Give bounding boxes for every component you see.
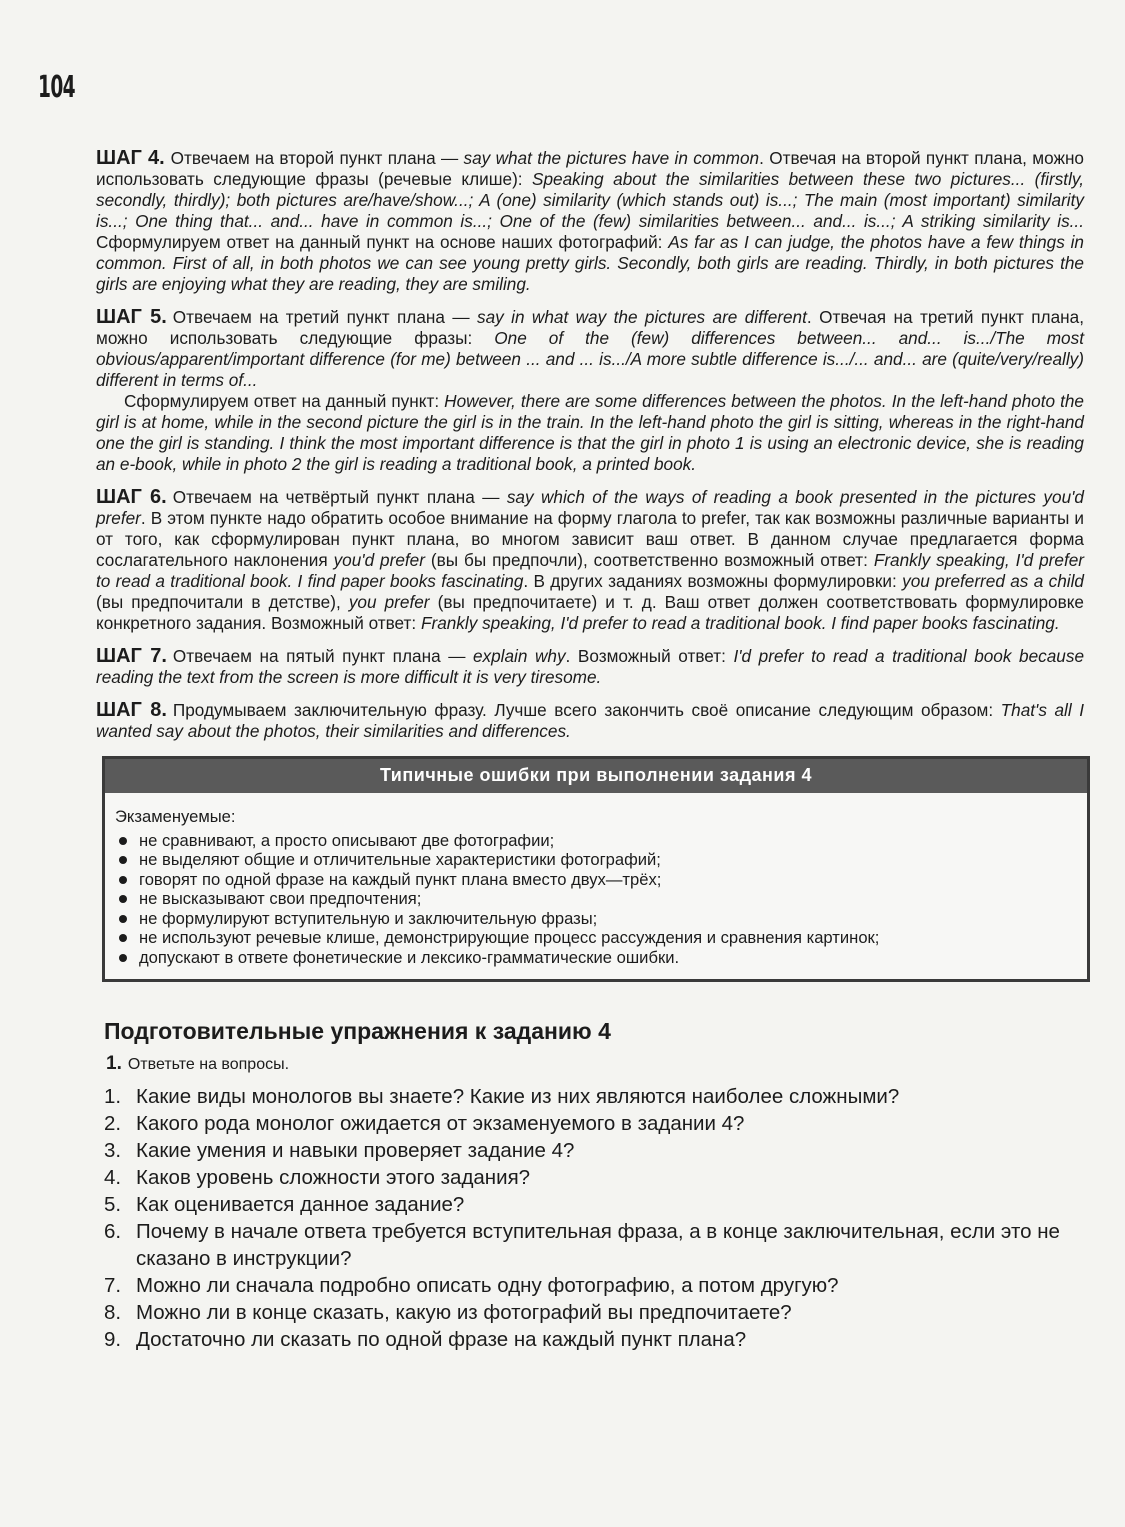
question-item <box>104 1326 1084 1353</box>
question-text: Каков уровень сложности этого задания? <box>136 1166 531 1189</box>
question-text: Какого рода монолог ожидается от экзаменуемого в задании 4? <box>136 1112 745 1135</box>
text-run: Отвечаем на третий пункт плана — <box>172 307 477 327</box>
question-text: Какие умения и навыки проверяет задание 4? <box>136 1139 575 1162</box>
typical-error-item: не используют речевые клише, демонстрирующие процесс рассуждения и сравнения картинок; <box>115 928 1075 948</box>
page-number: 104 <box>38 70 75 105</box>
step-paragraph <box>96 391 1084 475</box>
step-label: ШАГ 6. <box>96 486 167 508</box>
exercise-heading <box>106 1053 1084 1075</box>
typical-error-item: не высказывают свои предпочтения; <box>115 889 1075 909</box>
section-title: Подготовительные упражнения к заданию 4 <box>104 1018 611 1044</box>
question-text: Можно ли в конце сказать, какую из фотографий вы предпочитаете? <box>136 1301 792 1324</box>
question-number: 5. <box>104 1193 122 1216</box>
question-number: 7. <box>104 1274 122 1297</box>
question-number: 3. <box>104 1139 122 1162</box>
typical-error-item: допускают в ответе фонетические и лексико-грамматические ошибки. <box>115 948 1075 968</box>
question-number: 6. <box>104 1220 122 1243</box>
question-number: 8. <box>104 1301 122 1324</box>
question-item <box>104 1164 1084 1191</box>
question-item <box>104 1272 1084 1299</box>
questions-list <box>104 1083 1084 1353</box>
question-number: 9. <box>104 1328 122 1351</box>
english-phrase: you preferred as a child <box>902 571 1084 591</box>
question-text: Почему в начале ответа требуется вступительная фраза, а в конце заключительная, если это не сказано в инструкции? <box>136 1220 1060 1270</box>
english-phrase: you prefer <box>348 592 430 612</box>
step-label: ШАГ 4. <box>96 147 165 169</box>
step-paragraph <box>96 700 1084 742</box>
typical-errors-list <box>115 831 1075 968</box>
english-phrase: That's all I wanted say about the photos, their similarities and differences. <box>96 700 1084 741</box>
question-text: Какие виды монологов вы знаете? Какие из них являются наиболее сложными? <box>136 1085 900 1108</box>
question-text: Можно ли сначала подробно описать одну фотографию, а потом другую? <box>136 1274 839 1297</box>
text-run: . Отвечая на третий пункт плана, можно использовать следующие фразы: <box>96 307 1084 348</box>
text-run: Отвечаем на второй пункт плана — <box>170 148 464 168</box>
text-run: Отвечаем на четвёртый пункт плана — <box>172 487 507 507</box>
english-phrase: say in what way the pictures are different <box>476 307 807 327</box>
question-item <box>104 1110 1084 1137</box>
step-block <box>96 307 1084 475</box>
english-phrase: say what the pictures have in common <box>463 148 760 168</box>
english-phrase: you'd prefer <box>333 550 425 570</box>
english-phrase: explain why <box>472 646 566 666</box>
typical-errors-box <box>102 756 1090 982</box>
step-label: ШАГ 8. <box>96 699 167 721</box>
text-run: Отвечаем на пятый пункт плана — <box>172 646 473 666</box>
text-run: . Возможный ответ: <box>565 646 734 666</box>
english-phrase: I'd prefer to read a traditional book because reading the text from the screen is more difficult it is very tiresome. <box>96 646 1085 687</box>
english-phrase: Frankly speaking, I'd prefer to read a traditional book. I find paper books fascinating <box>96 550 1084 591</box>
step-label: ШАГ 7. <box>96 645 167 667</box>
question-item <box>104 1191 1084 1218</box>
english-phrase: As far as I can judge, the photos have a few things in common. First of all, in both photos we can see young pretty girls. Secondly, both girls are reading. Thirdly, in both pictures the girls are enjoying what they are reading, they are smiling. <box>96 232 1084 294</box>
typical-errors-title: Типичные ошибки при выполнении задания 4 <box>105 759 1087 793</box>
step-block <box>96 646 1084 688</box>
step-paragraph <box>96 148 1084 295</box>
text-run: Сформулируем ответ на данный пункт: <box>124 391 445 411</box>
typical-errors-intro: Экзаменуемые: <box>115 807 236 826</box>
text-run: Сформулируем ответ на данный пункт на основе наших фотографий: <box>96 232 669 252</box>
question-item <box>104 1137 1084 1164</box>
steps-list <box>96 148 1084 742</box>
question-number: 4. <box>104 1166 122 1189</box>
question-text: Как оценивается данное задание? <box>136 1193 465 1216</box>
typical-error-item: говорят по одной фразе на каждый пункт плана вместо двух—трёх; <box>115 870 1075 890</box>
question-number: 2. <box>104 1112 122 1135</box>
exercise-number: 1. <box>106 1053 122 1074</box>
question-number: 1. <box>104 1085 122 1108</box>
step-paragraph <box>96 487 1084 634</box>
text-run: . Отвечая на второй пункт плана, можно использовать следующие фразы (речевые клише): <box>96 148 1084 189</box>
typical-error-item: не сравнивают, а просто описывают две фотографии; <box>115 831 1075 851</box>
question-item <box>104 1299 1084 1326</box>
typical-error-item: не выделяют общие и отличительные характеристики фотографий; <box>115 850 1075 870</box>
text-run: (вы бы предпочли), соответственно возможный ответ: <box>424 550 874 570</box>
text-run: (вы предпочитали в детстве), <box>96 592 349 612</box>
step-block <box>96 148 1084 295</box>
english-phrase: However, there are some differences between the photos. In the left-hand photo the girl is at home, while in the second picture the girl is in the train. In the left-hand photo the girl is sitting, whereas in the right-hand one the girl is standing. I think the most important difference is that the girl in photo 1 is using an electronic device, she is reading an e-book, while in photo 2 the girl is reading a traditional book, a printed book. <box>96 391 1084 474</box>
text-run: (вы предпочитаете) и т. д. Ваш ответ должен соответствовать формулировке конкретного задания. Возможный ответ: <box>96 592 1084 633</box>
text-run: . В других заданиях возможны формулировки: <box>523 571 903 591</box>
text-run: Продумываем заключительную фразу. Лучше всего закончить своё описание следующим образом: <box>172 700 1001 720</box>
typical-error-item: не формулируют вступительную и заключительную фразы; <box>115 909 1075 929</box>
english-phrase: say which of the ways of reading a book presented in the pictures you'd prefer <box>96 487 1084 528</box>
english-phrase: Frankly speaking, I'd prefer to read a traditional book. I find paper books fascinating. <box>420 613 1060 633</box>
step-block <box>96 487 1084 634</box>
question-text: Достаточно ли сказать по одной фразе на каждый пункт плана? <box>136 1328 747 1351</box>
exercise-instruction: Ответьте на вопросы. <box>127 1056 290 1073</box>
question-item <box>104 1218 1084 1272</box>
text-run: . В этом пункте надо обратить особое внимание на форму глагола to prefer, так как возможны различные варианты и от того, как сформулирован пункт плана, во многом зависит ваш ответ. В данном случае предлагается форма сослагательного наклонения <box>96 508 1084 570</box>
typical-errors-body <box>105 793 1087 979</box>
step-paragraph <box>96 307 1084 391</box>
step-label: ШАГ 5. <box>96 306 167 328</box>
english-phrase: Speaking about the similarities between these two pictures... (firstly, secondly, thirdly); both pictures are/have/show...; A (one) similarity (which stands out) is...; The main (most important) similarity is...; One thing that... and... have in common is...; One of the (few) similarities between... and... is...; A striking similarity is... <box>96 169 1084 231</box>
step-block <box>96 700 1084 742</box>
page-content <box>96 148 1084 1353</box>
english-phrase: One of the (few) differences between... and... is.../The most obvious/apparent/important difference (for me) between ... and ... is.../A more subtle difference is.../... and... are (quite/very/really) different in terms of... <box>96 328 1084 390</box>
question-item <box>104 1083 1084 1110</box>
step-paragraph <box>96 646 1084 688</box>
